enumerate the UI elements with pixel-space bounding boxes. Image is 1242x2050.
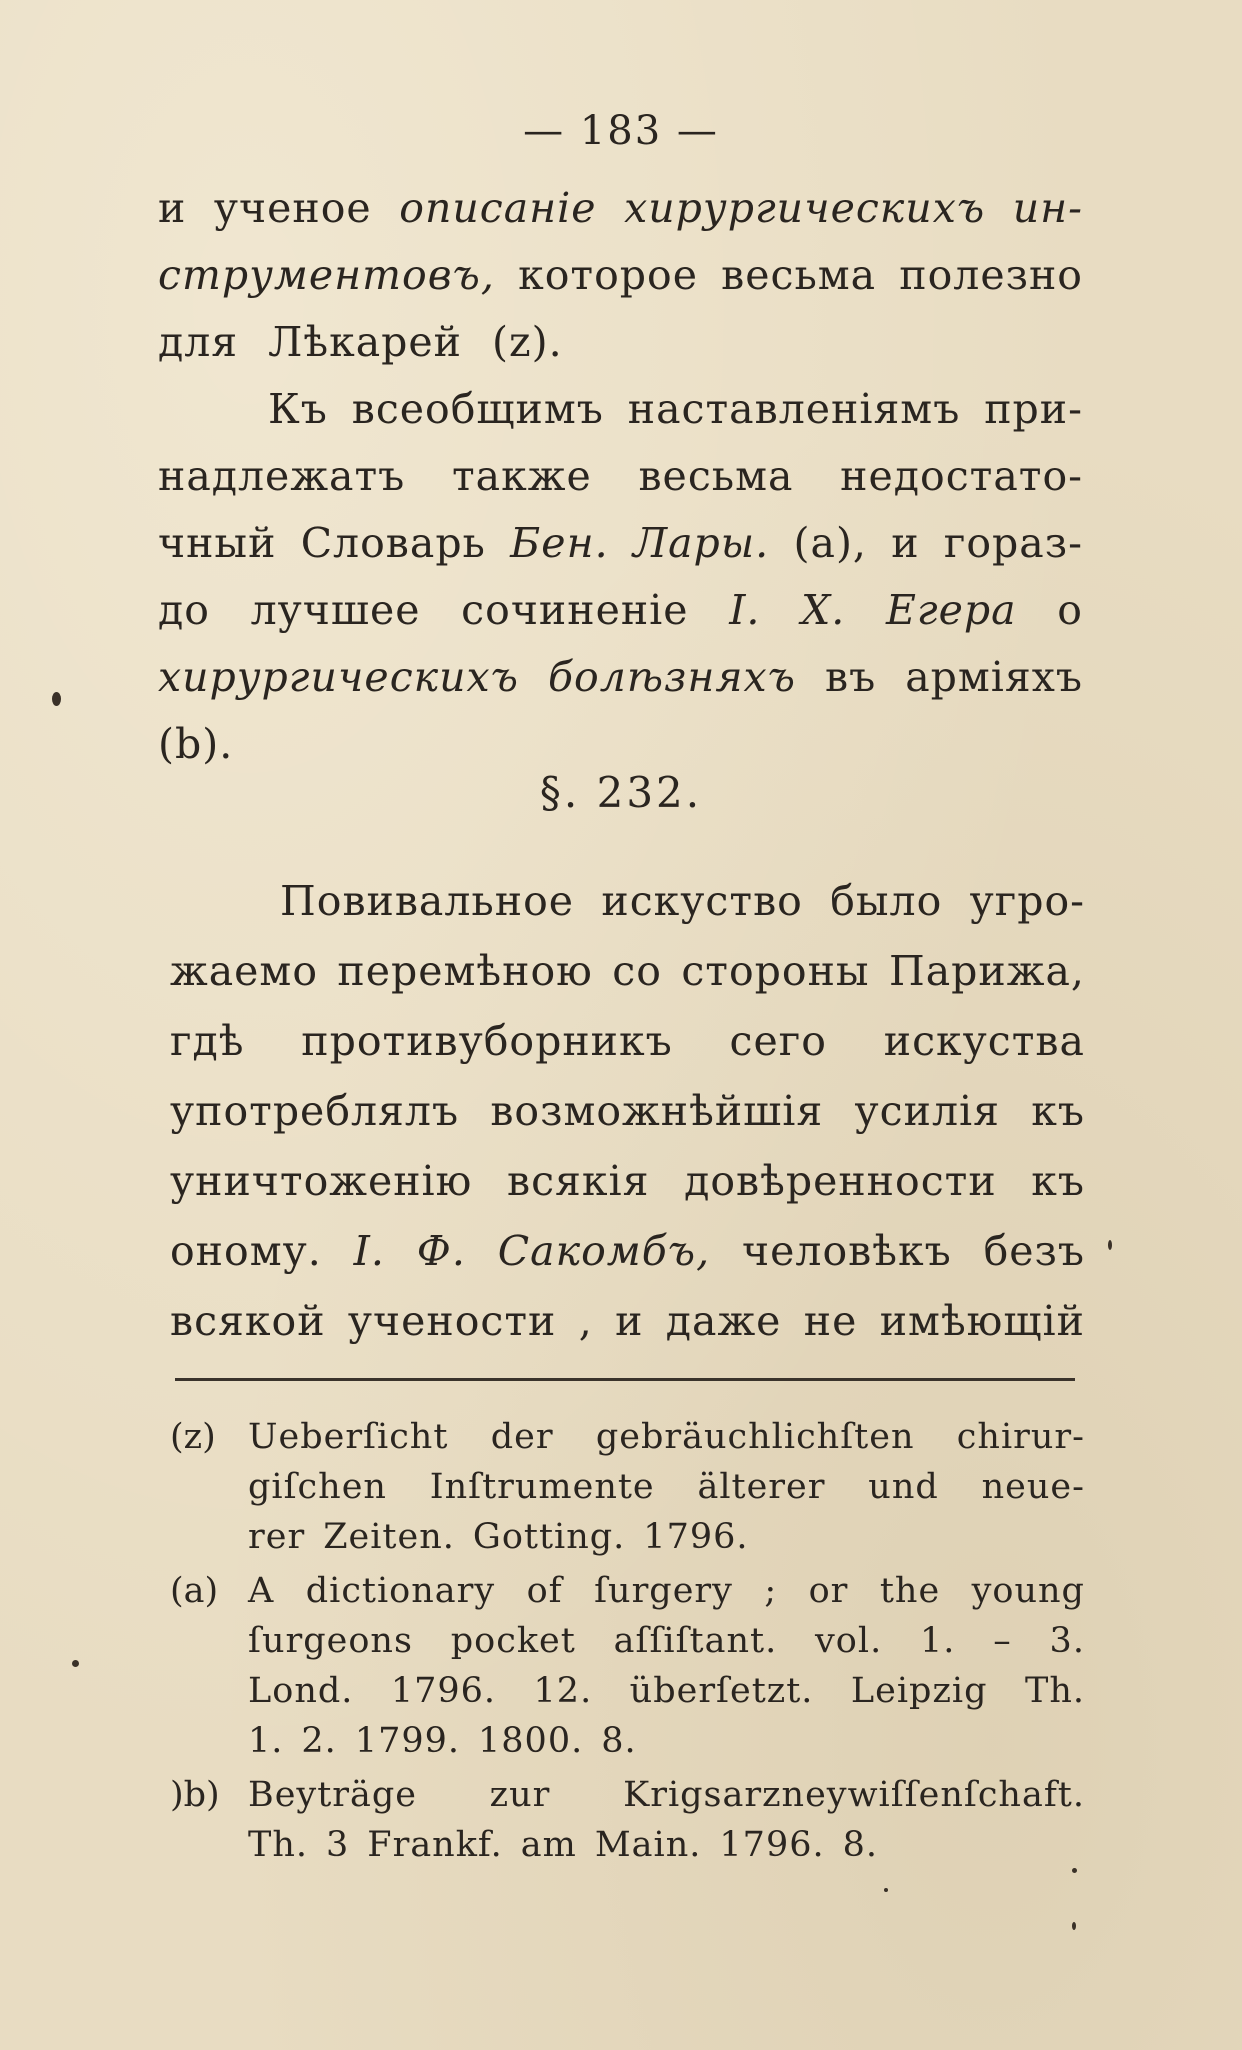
ink-speck	[1072, 1868, 1077, 1873]
footnote-line: A dictionary of ſurgery ; or the young	[248, 1571, 1085, 1611]
footnote-line: Th. 3 Frankf. am Main. 1796. 8.	[248, 1825, 879, 1865]
text-line: уничтоженію всякія довѣренности къ	[170, 1157, 1085, 1205]
text-line: струментовъ, которое весьма полезно	[158, 251, 1083, 299]
text-line: гдѣ противуборникъ сего искуства	[170, 1017, 1085, 1065]
text-line: (b).	[158, 720, 234, 768]
footnote-line: giſchen Inſtrumente älterer und neue-	[248, 1467, 1085, 1507]
ink-speck	[1108, 1240, 1112, 1250]
footnote-line: Beyträge zur Krigsarzneywiſſenſchaft.	[248, 1775, 1085, 1815]
text-line: Къ всеобщимъ наставленіямъ при-	[268, 385, 1083, 433]
footnote-line: ſurgeons pocket aſſiſtant. vol. 1. – 3.	[248, 1621, 1085, 1661]
footnote-z	[170, 1412, 1085, 1562]
footnote-line: rer Zeiten. Gotting. 1796.	[248, 1517, 749, 1557]
section-heading: §. 232.	[539, 768, 703, 817]
ink-speck	[1072, 1922, 1076, 1930]
footnote-text	[248, 1412, 1085, 1562]
text-line: надлежатъ также весьма недостато-	[158, 452, 1083, 500]
footnote-mark: (z)	[170, 1417, 216, 1457]
ink-speck	[52, 692, 61, 706]
footnote-divider	[175, 1378, 1075, 1381]
text-line: оному. I. Ф. Сакомбъ, человѣкъ безъ	[170, 1227, 1085, 1275]
footnote-line: 1. 2. 1799. 1800. 8.	[248, 1721, 637, 1761]
footnotes	[170, 1412, 1085, 1874]
footnote-line: Ueberſicht der gebräuchlichſten chirur-	[248, 1417, 1085, 1457]
footnote-text	[248, 1566, 1085, 1766]
footnote-text	[248, 1770, 1085, 1870]
text-line: до лучшее сочиненіе I. X. Егера о	[158, 586, 1083, 634]
text-line: жаемо перемѣною со стороны Парижа,	[170, 947, 1085, 995]
text-line: употреблялъ возможнѣйшія усилія къ	[170, 1087, 1085, 1135]
page-number: — 183 —	[523, 108, 719, 154]
ink-speck	[884, 1888, 888, 1892]
footnote-b	[170, 1770, 1085, 1870]
paragraph-3	[170, 866, 1085, 1356]
footnote-line: Lond. 1796. 12. überſetzt. Leipzig Th.	[248, 1671, 1085, 1711]
text-line: для Лѣкарей (z).	[158, 318, 563, 366]
paragraph-1	[158, 175, 1083, 778]
text-line: всякой учености , и даже не имѣющій	[170, 1297, 1085, 1345]
ink-speck	[72, 1660, 79, 1667]
footnote-mark: )b)	[170, 1775, 220, 1815]
text-line: и ученое описаніе хирургическихъ ин-	[158, 184, 1083, 232]
footnote-mark: (a)	[170, 1571, 219, 1611]
text-line: хирургическихъ болѣзняхъ въ арміяхъ	[158, 653, 1083, 701]
text-line: Повивальное искуство было угро-	[280, 877, 1085, 925]
footnote-a	[170, 1566, 1085, 1766]
text-line: чный Словарь Бен. Лары. (a), и гораз-	[158, 519, 1083, 567]
